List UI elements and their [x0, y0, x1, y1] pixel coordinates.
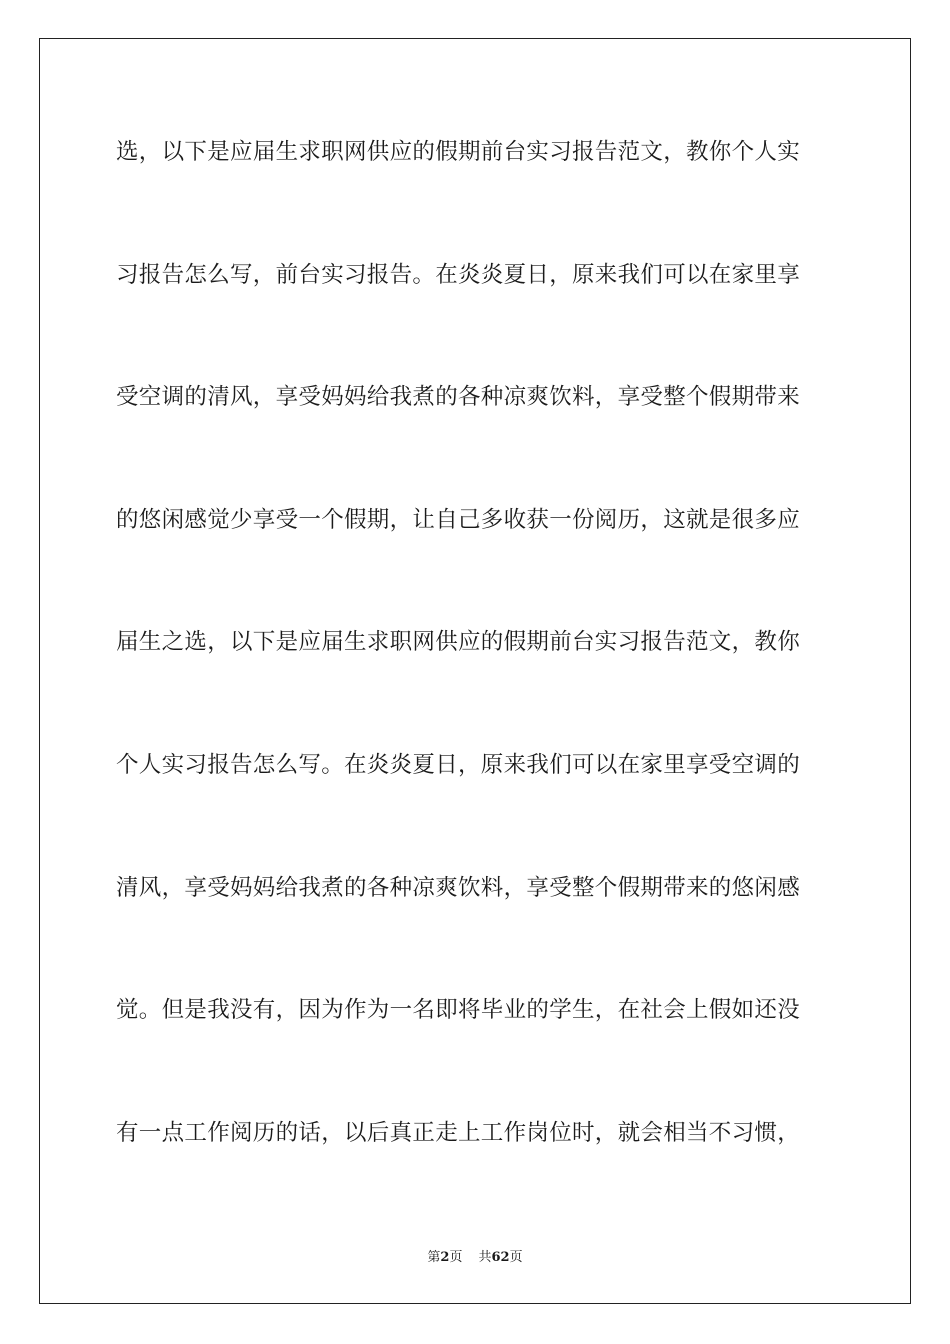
total-label-suffix: 页	[509, 1250, 523, 1265]
body-text-line: 的悠闲感觉少享受一个假期，让自己多收获一份阅历，这就是很多应	[116, 506, 801, 533]
page-label-prefix: 第	[427, 1250, 441, 1265]
body-text-line: 清风，享受妈妈给我煮的各种凉爽饮料，享受整个假期带来的悠闲感	[116, 874, 801, 901]
document-body	[116, 128, 836, 1231]
body-text-line: 有一点工作阅历的话，以后真正走上工作岗位时，就会相当不习惯，	[116, 1119, 801, 1146]
total-page-count: 62	[491, 1250, 510, 1265]
body-text-line: 届生之选，以下是应届生求职网供应的假期前台实习报告范文，教你	[116, 629, 801, 656]
page-footer	[0, 1246, 950, 1265]
body-text-line: 受空调的清风，享受妈妈给我煮的各种凉爽饮料，享受整个假期带来	[116, 384, 801, 411]
body-text-line: 个人实习报告怎么写。在炎炎夏日，原来我们可以在家里享受空调的	[116, 751, 801, 778]
body-text-line: 习报告怎么写，前台实习报告。在炎炎夏日，原来我们可以在家里享	[116, 261, 801, 288]
total-label-prefix: 共	[478, 1250, 492, 1265]
page-label-suffix: 页	[449, 1250, 463, 1265]
body-text-line: 选，以下是应届生求职网供应的假期前台实习报告范文，教你个人实	[116, 139, 801, 165]
current-page-number: 2	[440, 1250, 450, 1265]
body-text-line: 觉。但是我没有，因为作为一名即将毕业的学生，在社会上假如还没	[116, 997, 801, 1024]
